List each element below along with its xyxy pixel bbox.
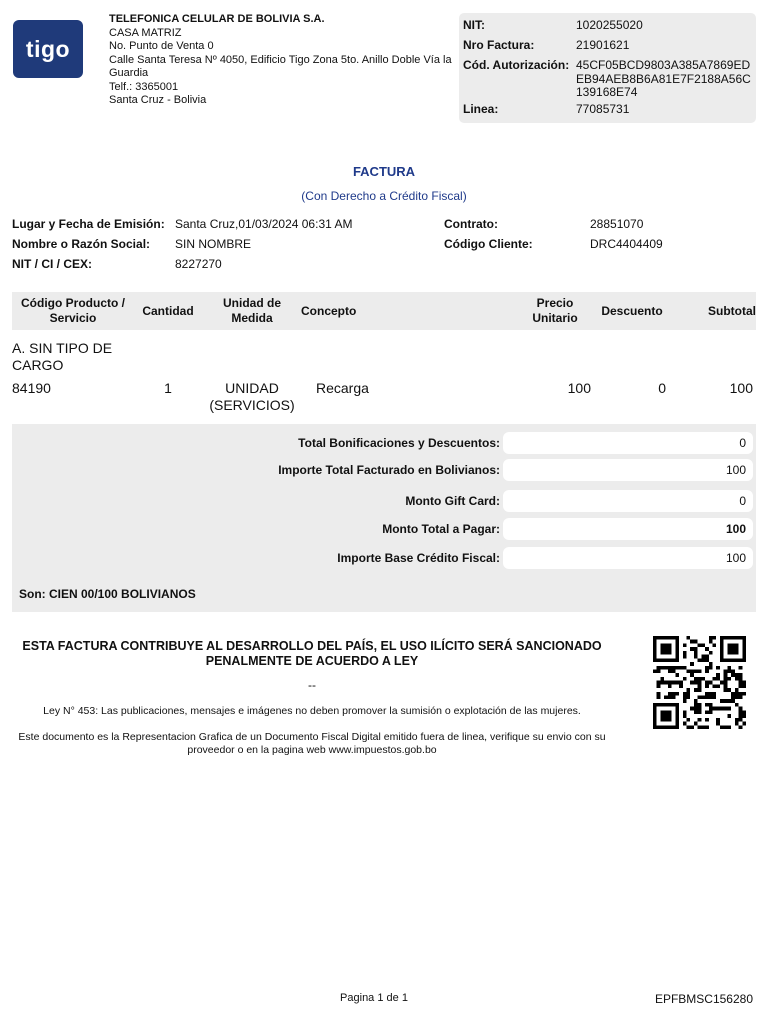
company-branch: CASA MATRIZ xyxy=(109,26,182,39)
legal-separator: -- xyxy=(308,678,316,692)
monto-total-row xyxy=(12,516,756,542)
header-descuento: Descuento xyxy=(601,303,663,318)
total-bonificaciones-label: Total Bonificaciones y Descuentos: xyxy=(298,436,500,450)
company-point: No. Punto de Venta 0 xyxy=(109,40,214,52)
amount-in-words: Son: CIEN 00/100 BOLIVIANOS xyxy=(19,587,196,601)
nro-factura-value: 21901621 xyxy=(576,38,630,52)
company-name: TELEFONICA CELULAR DE BOLIVIA S.A. xyxy=(109,13,325,25)
representation-notice: Este documento es la Representacion Grafica de un Documento Fiscal Digital emitido fuera de linea, verifique su envio con su proveedor o en la pagina web www.impuestos.gob.bo xyxy=(18,731,606,756)
monto-total-label: Monto Total a Pagar: xyxy=(382,522,500,536)
row-unidad: UNIDAD (SERVICIOS) xyxy=(209,380,295,413)
linea-value: 77085731 xyxy=(576,102,630,116)
importe-base-value: 100 xyxy=(503,547,753,569)
nit-label: NIT: xyxy=(463,18,485,32)
total-bonificaciones-value: 0 xyxy=(503,432,753,454)
linea-row xyxy=(463,103,629,117)
cod-autorizacion-value: 45CF05BCD9803A385A7869EDEB94AEB8B6A81E7F2188A56C139168E74 xyxy=(576,58,751,99)
row-precio: 100 xyxy=(567,380,591,396)
ley-453-notice: Ley N° 453: Las publicaciones, mensajes e imágenes no deben promover la sumisión o explotación de las mujeres. xyxy=(43,705,581,717)
invoice-title: FACTURA xyxy=(352,164,416,179)
nombre-value: SIN NOMBRE xyxy=(175,237,252,251)
importe-total-row xyxy=(12,457,756,483)
row-codigo: 84190 xyxy=(12,380,51,396)
nit-row xyxy=(463,19,643,33)
gift-card-row xyxy=(12,488,756,514)
header-unidad: Unidad de Medida xyxy=(222,296,281,325)
linea-label: Linea: xyxy=(463,102,499,116)
client-nit-value: 8227270 xyxy=(175,257,222,271)
items-table-header xyxy=(12,292,756,330)
legal-notice: ESTA FACTURA CONTRIBUYE AL DESARROLLO DEL PAÍS, EL USO ILÍCITO SERÁ SANCIONADO PENALMENTE DE ACUERDO A LEY xyxy=(22,639,602,668)
company-city: Santa Cruz - Bolivia xyxy=(109,94,207,106)
codigo-cliente-value: DRC4404409 xyxy=(590,237,663,251)
total-bonificaciones-row xyxy=(12,430,756,456)
qr-code xyxy=(653,636,746,729)
row-descuento: 0 xyxy=(658,380,666,396)
row-concepto: Recarga xyxy=(316,380,369,396)
gift-card-value: 0 xyxy=(503,490,753,512)
header-concepto: Concepto xyxy=(301,303,357,318)
contrato-label: Contrato: xyxy=(444,217,498,231)
invoice-info-box xyxy=(459,13,756,123)
cod-autorizacion-row xyxy=(463,59,754,100)
page-number: Pagina 1 de 1 xyxy=(340,992,408,1004)
importe-base-row xyxy=(12,545,756,571)
client-nit-label: NIT / CI / CEX: xyxy=(12,257,93,271)
nit-value: 1020255020 xyxy=(576,18,643,32)
nro-factura-row xyxy=(463,39,629,53)
lugar-value: Santa Cruz,01/03/2024 06:31 AM xyxy=(175,217,353,231)
row-cantidad: 1 xyxy=(164,380,172,396)
invoice-subtitle: (Con Derecho a Crédito Fiscal) xyxy=(301,189,467,203)
header-precio: Precio Unitario xyxy=(532,296,578,325)
header-subtotal: Subtotal xyxy=(708,303,756,318)
company-phone: Telf.: 3365001 xyxy=(109,80,179,93)
importe-base-label: Importe Base Crédito Fiscal: xyxy=(337,551,500,565)
header-cantidad: Cantidad xyxy=(142,303,194,318)
group-label: A. SIN TIPO DE CARGO xyxy=(12,340,113,373)
codigo-cliente-label: Código Cliente: xyxy=(444,237,533,251)
nro-factura-label: Nro Factura: xyxy=(463,38,535,52)
contrato-value: 28851070 xyxy=(590,217,644,231)
tigo-logo: tigo xyxy=(13,20,83,78)
lugar-label: Lugar y Fecha de Emisión: xyxy=(12,217,165,231)
gift-card-label: Monto Gift Card: xyxy=(405,494,500,508)
header-codigo: Código Producto / Servicio xyxy=(21,296,125,325)
monto-total-value: 100 xyxy=(503,518,753,540)
importe-total-label: Importe Total Facturado en Bolivianos: xyxy=(278,463,500,477)
importe-total-value: 100 xyxy=(503,459,753,481)
cod-autorizacion-label: Cód. Autorización: xyxy=(463,58,570,72)
company-info xyxy=(109,13,454,108)
nombre-label: Nombre o Razón Social: xyxy=(12,237,151,251)
company-address: Calle Santa Teresa Nº 4050, Edificio Tigo Zona 5to. Anillo Doble Vía la Guardia xyxy=(109,53,452,79)
totals-box xyxy=(12,424,756,612)
row-subtotal: 100 xyxy=(729,380,753,396)
document-code: EPFBMSC156280 xyxy=(654,992,753,1006)
